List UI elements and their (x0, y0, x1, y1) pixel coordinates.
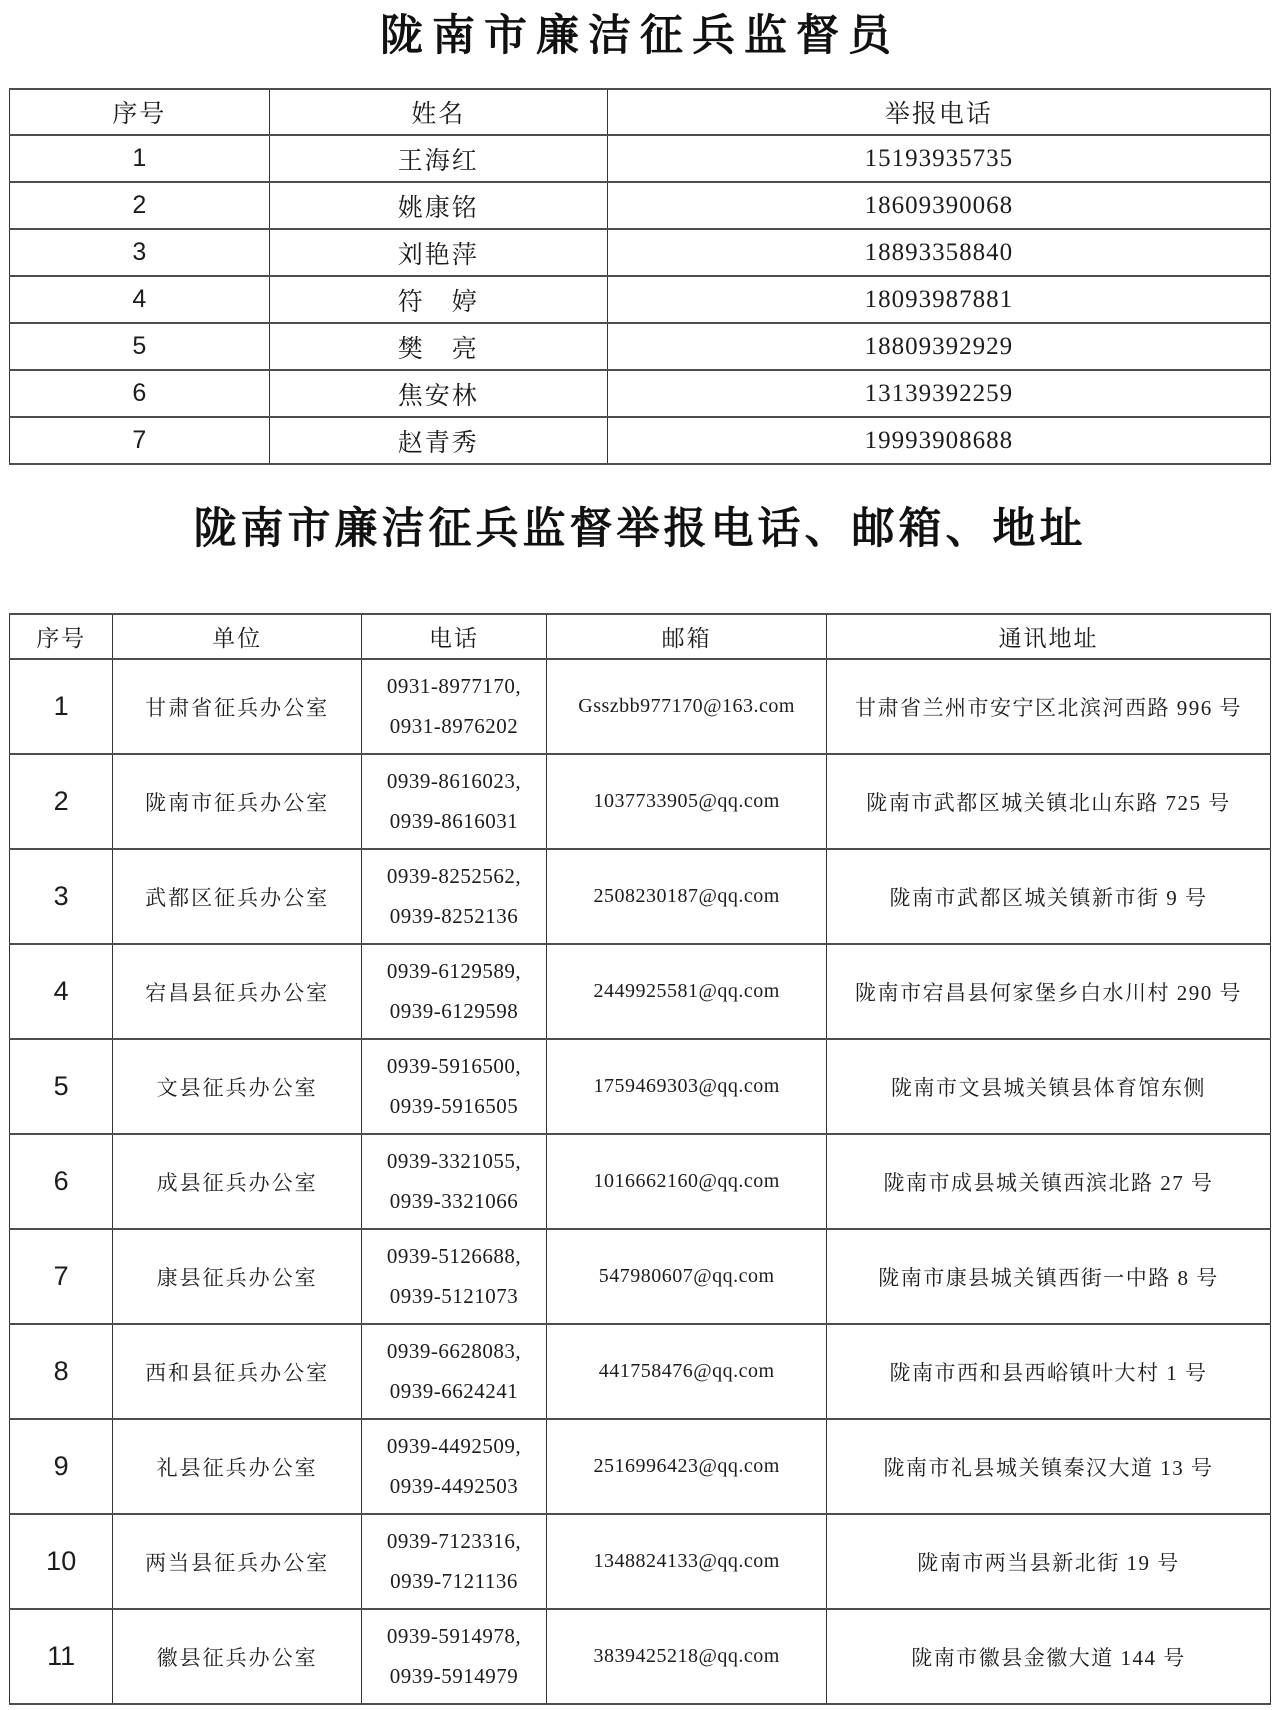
phone-line-1: 0939-6129589, (386, 959, 522, 984)
cell-email: Gsszbb977170@163.com (547, 659, 827, 754)
header-row (10, 89, 1271, 135)
cell-phone (361, 1419, 546, 1514)
cell-email: 441758476@qq.com (547, 1324, 827, 1419)
phone-line-1: 0939-7123316, (386, 1529, 522, 1554)
cell-row-number: 11 (10, 1609, 113, 1704)
office-row (10, 754, 1271, 849)
header-cell-name: 姓名 (269, 89, 607, 135)
cell-report-phone: 13139392259 (607, 370, 1270, 417)
supervisor-row (10, 370, 1271, 417)
cell-address: 陇南市康县城关镇西街一中路 8 号 (827, 1229, 1271, 1324)
office-row (10, 659, 1271, 754)
cell-email: 1037733905@qq.com (547, 754, 827, 849)
cell-unit: 甘肃省征兵办公室 (113, 659, 361, 754)
cell-row-number: 7 (10, 417, 270, 464)
cell-unit: 徽县征兵办公室 (113, 1609, 361, 1704)
supervisor-row (10, 229, 1271, 276)
phone-line-1: 0931-8977170, (386, 674, 522, 699)
office-row (10, 1134, 1271, 1229)
phone-line-2: 0939-8252136 (389, 903, 519, 928)
phone-line-2: 0939-6624241 (389, 1378, 519, 1403)
phone-lines (362, 1325, 546, 1418)
cell-phone (361, 1514, 546, 1609)
cell-name: 樊 亮 (269, 323, 607, 370)
phone-line-2: 0939-8616031 (389, 808, 519, 833)
offices-table (9, 613, 1271, 1705)
cell-row-number: 8 (10, 1324, 113, 1419)
cell-row-number: 7 (10, 1229, 113, 1324)
office-row (10, 1324, 1271, 1419)
cell-row-number: 3 (10, 849, 113, 944)
cell-phone (361, 1609, 546, 1704)
cell-row-number: 2 (10, 182, 270, 229)
supervisors-table (9, 88, 1271, 465)
header-cell-no: 序号 (10, 89, 270, 135)
phone-line-1: 0939-8616023, (386, 769, 522, 794)
phone-lines (362, 1040, 546, 1133)
supervisor-row (10, 182, 1271, 229)
phone-lines (362, 850, 546, 943)
header-cell-address: 通讯地址 (827, 614, 1271, 659)
cell-name: 符 婷 (269, 276, 607, 323)
cell-email: 1016662160@qq.com (547, 1134, 827, 1229)
phone-line-1: 0939-5914978, (386, 1624, 522, 1649)
header-row (10, 614, 1271, 659)
phone-line-2: 0939-3321066 (389, 1188, 519, 1213)
phone-line-2: 0931-8976202 (389, 713, 519, 738)
office-row (10, 849, 1271, 944)
office-row (10, 1609, 1271, 1704)
cell-unit: 礼县征兵办公室 (113, 1419, 361, 1514)
cell-address: 陇南市徽县金徽大道 144 号 (827, 1609, 1271, 1704)
phone-lines (362, 1420, 546, 1513)
cell-row-number: 6 (10, 370, 270, 417)
cell-address: 陇南市武都区城关镇北山东路 725 号 (827, 754, 1271, 849)
cell-email: 1348824133@qq.com (547, 1514, 827, 1609)
phone-line-1: 0939-3321055, (386, 1149, 522, 1174)
cell-report-phone: 15193935735 (607, 135, 1270, 182)
cell-email: 3839425218@qq.com (547, 1609, 827, 1704)
cell-email: 2508230187@qq.com (547, 849, 827, 944)
phone-line-2: 0939-5121073 (389, 1283, 519, 1308)
cell-email: 2449925581@qq.com (547, 944, 827, 1039)
cell-unit: 康县征兵办公室 (113, 1229, 361, 1324)
cell-unit: 两当县征兵办公室 (113, 1514, 361, 1609)
supervisor-row (10, 276, 1271, 323)
cell-phone (361, 659, 546, 754)
phone-line-2: 0939-6129598 (389, 998, 519, 1023)
cell-phone (361, 1229, 546, 1324)
cell-address: 陇南市文县城关镇县体育馆东侧 (827, 1039, 1271, 1134)
cell-address: 陇南市两当县新北街 19 号 (827, 1514, 1271, 1609)
cell-unit: 陇南市征兵办公室 (113, 754, 361, 849)
cell-address: 陇南市西和县西峪镇叶大村 1 号 (827, 1324, 1271, 1419)
cell-unit: 武都区征兵办公室 (113, 849, 361, 944)
office-row (10, 944, 1271, 1039)
offices-table-header (10, 614, 1271, 659)
phone-lines (362, 755, 546, 848)
cell-row-number: 10 (10, 1514, 113, 1609)
supervisors-table-header (10, 89, 1271, 135)
cell-phone (361, 1324, 546, 1419)
cell-name: 赵青秀 (269, 417, 607, 464)
phone-line-1: 0939-8252562, (386, 864, 522, 889)
header-cell-unit: 单位 (113, 614, 361, 659)
phone-line-1: 0939-5126688, (386, 1244, 522, 1269)
cell-row-number: 4 (10, 944, 113, 1039)
phone-line-1: 0939-4492509, (386, 1434, 522, 1459)
supervisor-row (10, 417, 1271, 464)
cell-row-number: 5 (10, 323, 270, 370)
phone-lines (362, 1230, 546, 1323)
cell-row-number: 1 (10, 659, 113, 754)
offices-table-title: 陇南市廉洁征兵监督举报电话、邮箱、地址 (193, 505, 1087, 553)
cell-unit: 西和县征兵办公室 (113, 1324, 361, 1419)
cell-email: 1759469303@qq.com (547, 1039, 827, 1134)
cell-address: 陇南市宕昌县何家堡乡白水川村 290 号 (827, 944, 1271, 1039)
cell-phone (361, 944, 546, 1039)
phone-lines (362, 1515, 546, 1608)
cell-report-phone: 18609390068 (607, 182, 1270, 229)
cell-name: 焦安林 (269, 370, 607, 417)
office-row (10, 1514, 1271, 1609)
supervisors-table-title: 陇南市廉洁征兵监督员 (380, 12, 900, 60)
office-row (10, 1419, 1271, 1514)
header-cell-phone: 举报电话 (607, 89, 1270, 135)
phone-lines (362, 1135, 546, 1228)
cell-email: 547980607@qq.com (547, 1229, 827, 1324)
phone-lines (362, 1610, 546, 1703)
cell-row-number: 6 (10, 1134, 113, 1229)
cell-phone (361, 754, 546, 849)
offices-table-body (10, 659, 1271, 1704)
cell-address: 陇南市成县城关镇西滨北路 27 号 (827, 1134, 1271, 1229)
cell-unit: 宕昌县征兵办公室 (113, 944, 361, 1039)
header-cell-no: 序号 (10, 614, 113, 659)
cell-row-number: 4 (10, 276, 270, 323)
supervisor-row (10, 135, 1271, 182)
phone-line-2: 0939-5916505 (389, 1093, 519, 1118)
office-row (10, 1229, 1271, 1324)
cell-address: 陇南市礼县城关镇秦汉大道 13 号 (827, 1419, 1271, 1514)
cell-address: 陇南市武都区城关镇新市街 9 号 (827, 849, 1271, 944)
phone-lines (362, 945, 546, 1038)
cell-unit: 文县征兵办公室 (113, 1039, 361, 1134)
phone-line-1: 0939-5916500, (386, 1054, 522, 1079)
office-row (10, 1039, 1271, 1134)
cell-address: 甘肃省兰州市安宁区北滨河西路 996 号 (827, 659, 1271, 754)
phone-line-2: 0939-4492503 (389, 1473, 519, 1498)
cell-row-number: 3 (10, 229, 270, 276)
phone-lines (362, 660, 546, 753)
phone-line-2: 0939-7121136 (390, 1568, 518, 1593)
cell-row-number: 9 (10, 1419, 113, 1514)
cell-name: 刘艳萍 (269, 229, 607, 276)
cell-unit: 成县征兵办公室 (113, 1134, 361, 1229)
header-cell-phone: 电话 (361, 614, 546, 659)
cell-report-phone: 18093987881 (607, 276, 1270, 323)
cell-report-phone: 18893358840 (607, 229, 1270, 276)
cell-phone (361, 849, 546, 944)
cell-row-number: 2 (10, 754, 113, 849)
cell-report-phone: 18809392929 (607, 323, 1270, 370)
cell-phone (361, 1134, 546, 1229)
supervisors-table-body (10, 135, 1271, 464)
cell-name: 姚康铭 (269, 182, 607, 229)
header-cell-email: 邮箱 (547, 614, 827, 659)
cell-name: 王海红 (269, 135, 607, 182)
phone-line-1: 0939-6628083, (386, 1339, 522, 1364)
cell-report-phone: 19993908688 (607, 417, 1270, 464)
supervisor-row (10, 323, 1271, 370)
cell-email: 2516996423@qq.com (547, 1419, 827, 1514)
cell-row-number: 5 (10, 1039, 113, 1134)
phone-line-2: 0939-5914979 (389, 1663, 519, 1688)
cell-phone (361, 1039, 546, 1134)
cell-row-number: 1 (10, 135, 270, 182)
